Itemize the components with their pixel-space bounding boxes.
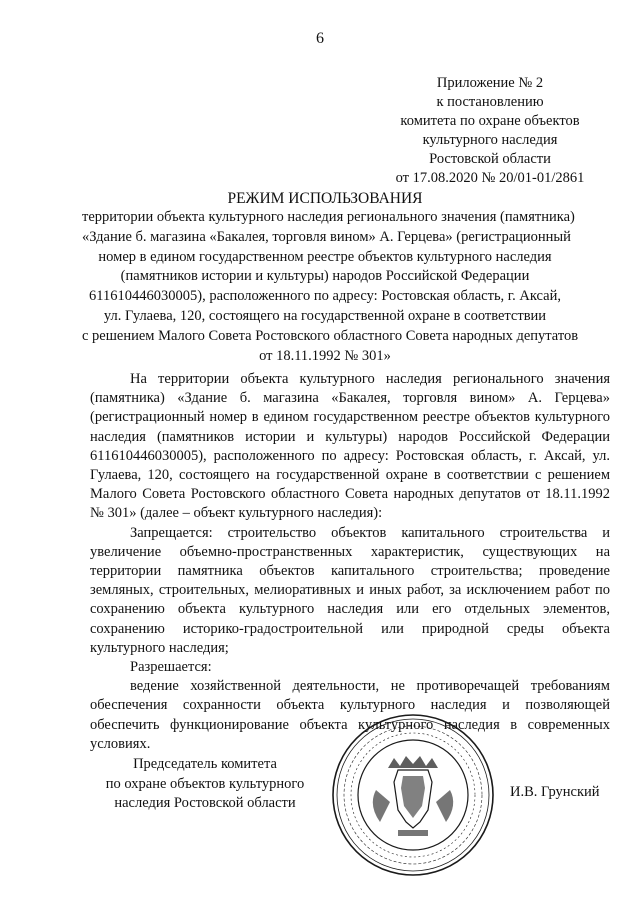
page-number: 6	[316, 30, 324, 47]
subtitle-line: с решением Малого Совета Ростовского областного Совета народных депутатов	[82, 327, 579, 344]
allowed-paragraph: ведение хозяйственной деятельности, не противоречащей требованиям обеспечения сохранности объекта культурного наследия и позволяющей обеспечить функционирование объекта культурного наследия в современных условиях.	[90, 678, 610, 752]
position-line: Председатель комитета	[133, 756, 277, 772]
appendix-line: культурного наследия	[422, 132, 558, 148]
allowed-heading: Разрешается:	[130, 659, 212, 676]
appendix-line: Ростовской области	[429, 151, 551, 167]
intro-paragraph: На территории объекта культурного наследия регионального значения (памятника) «Здание б. магазина «Бакалея, торговля вином» А. Герцева» (регистрационный номер в едином государственном реестре объектов культурного наследия (памятников истории и культуры) народов Российской Федерации 611610446030005), расположенного по адресу: Ростовская область, г. Аксай, ул. Гулаева, 120, состоящего на государственной охране в соответствии с решением Малого Совета Ростовского областного Совета народных депутатов от 18.11.1992 № 301» (далее – объект культурного наследия):	[90, 371, 610, 522]
appendix-block	[360, 74, 620, 188]
document-body	[90, 370, 610, 754]
subtitle-line: ул. Гулаева, 120, состоящего на государственной охране в соответствии	[103, 307, 547, 324]
appendix-line: от 17.08.2020 № 20/01-01/2861	[395, 170, 585, 186]
prohibited-paragraph: Запрещается: строительство объектов капитального строительства и увеличение объемно-пространственных характеристик, существующих на территории памятника объектов капитального строительства; проведение земляных, строительных, мелиоративных и иных работ, за исключением работ по сохранению объекта культурного наследия или его отдельных элементов, сохранению историко-градостроительной или природной среды объекта культурного наследия;	[90, 524, 610, 656]
subtitle-line: от 18.11.1992 № 301»	[259, 347, 391, 364]
appendix-line: Приложение № 2	[436, 75, 544, 91]
signatory-position	[75, 755, 335, 814]
appendix-line: к постановлению	[436, 94, 544, 110]
subtitle-line: 611610446030005), расположенного по адресу: Ростовская область, г. Аксай,	[89, 288, 561, 305]
subtitle-line: (памятников истории и культуры) народов Российской Федерации	[120, 268, 530, 285]
document-subtitle	[82, 208, 579, 366]
subtitle-line: номер в едином государственном реестре объектов культурного наследия	[98, 248, 552, 265]
position-line: по охране объектов культурного	[105, 775, 305, 792]
official-seal-icon	[328, 710, 498, 880]
signatory-name: И.В. Грунский	[510, 784, 600, 800]
subtitle-line: территории объекта культурного наследия регионального значения (памятника)	[82, 209, 575, 225]
appendix-line: комитета по охране объектов	[400, 113, 580, 129]
document-title: РЕЖИМ ИСПОЛЬЗОВАНИЯ	[227, 190, 423, 207]
subtitle-line: «Здание б. магазина «Бакалея, торговля вином» А. Герцева» (регистрационный	[82, 228, 571, 245]
position-line: наследия Ростовской области	[114, 795, 296, 811]
